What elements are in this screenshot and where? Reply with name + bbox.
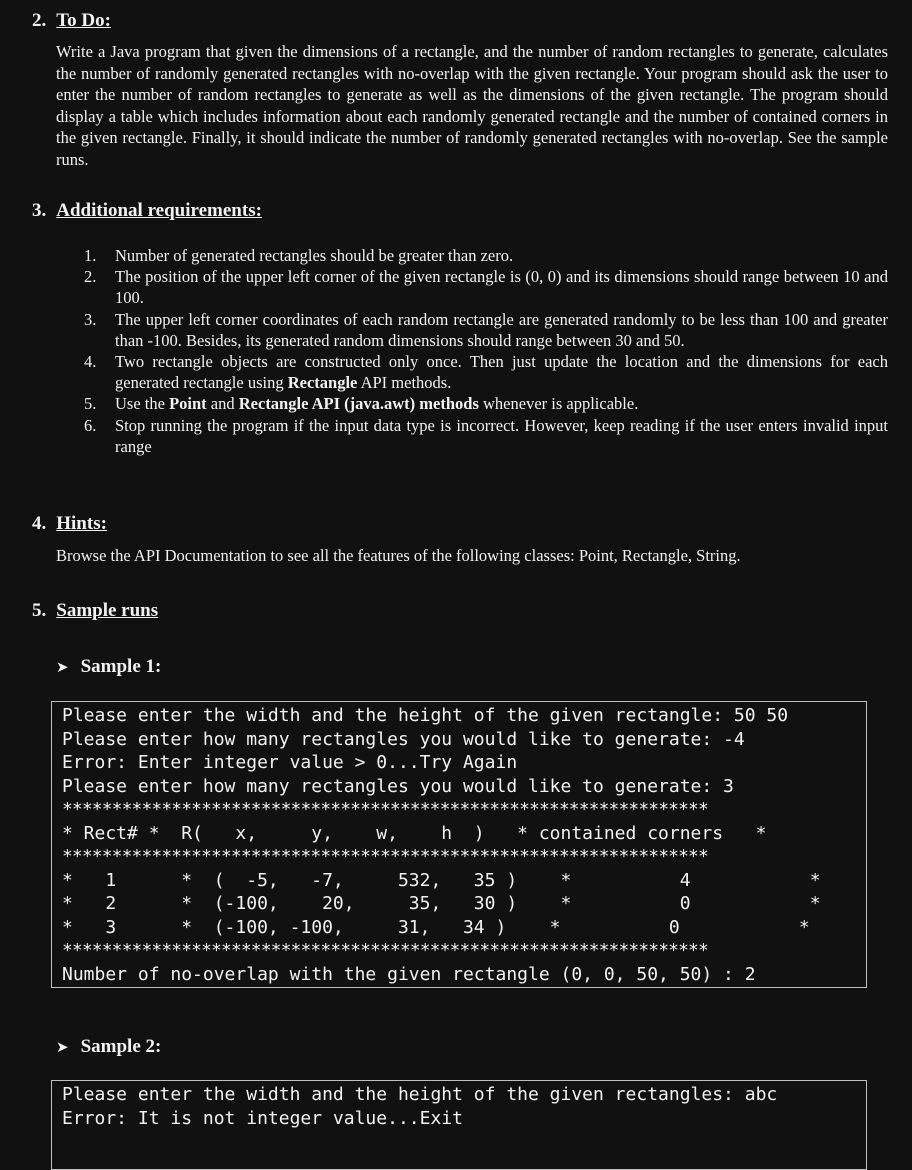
console-line: ***************************************************************** (62, 846, 708, 867)
list-item: 2. The position of the upper left corner of the given rectangle is (0, 0) and its dimensions should range between 10 and 100. (84, 267, 888, 308)
arrowhead-bullet-icon: ➤ (56, 658, 69, 676)
section-title: Hints: (56, 513, 107, 534)
section-hints-heading (32, 513, 107, 535)
hints-paragraph: Browse the API Documentation to see all the features of the following classes: Point, Rectangle, String. (56, 546, 741, 565)
arrowhead-bullet-icon: ➤ (56, 1038, 69, 1056)
section-requirements-heading (32, 200, 262, 222)
section-todo-heading (32, 10, 111, 32)
console-line: ***************************************************************** (62, 940, 708, 961)
console-line: * 2 * (-100, 20, 35, 30 ) * 0 * (62, 893, 821, 914)
section-number: 2. (32, 10, 47, 31)
list-item: 4. Two rectangle objects are constructed only once. Then just update the location and the dimensions for each generated rectangle using Rectangle API methods. (84, 352, 888, 393)
console-line: Number of no-overlap with the given rectangle (0, 0, 50, 50) : 2 (62, 963, 756, 985)
console-line: * 3 * (-100, -100, 31, 34 ) * 0 * (62, 916, 810, 938)
console-line: Error: It is not integer value...Exit (62, 1107, 463, 1129)
console-line: Please enter how many rectangles you would like to generate: 3 (62, 775, 734, 797)
section-title: To Do: (56, 10, 111, 31)
section-title: Additional requirements: (56, 200, 262, 221)
console-line: * 1 * ( -5, -7, 532, 35 ) * 4 * (62, 869, 821, 891)
section-title: Sample runs (56, 600, 159, 621)
sample1-label: ➤ Sample 1: (56, 656, 162, 677)
list-item: 5. Use the Point and Rectangle API (java.awt) methods whenever is applicable. (84, 394, 639, 414)
list-item: 3. The upper left corner coordinates of each random rectangle are generated randomly to be less than 100 and greater than -100. Besides, its generated random dimensions should range between 30 and 50. (84, 309, 888, 350)
console-line: Please enter how many rectangles you would like to generate: -4 (62, 728, 745, 750)
section-number: 3. (32, 200, 47, 221)
list-item: 1. Number of generated rectangles should be greater than zero. (84, 246, 514, 265)
requirements-list (84, 245, 888, 457)
console-line: ***************************************************************** (62, 799, 708, 820)
console-line: * Rect# * R( x, y, w, h ) * contained corners * (62, 822, 767, 844)
console-line: Please enter the width and the height of the given rectangles: abc (62, 1084, 778, 1105)
sample2-label: ➤ Sample 2: (56, 1036, 162, 1057)
sample2-console (51, 1080, 867, 1170)
sample1-console (51, 701, 867, 988)
console-line: Please enter the width and the height of the given rectangle: 50 50 (62, 705, 789, 726)
section-number: 4. (32, 513, 47, 534)
console-line: Error: Enter integer value > 0...Try Again (62, 752, 518, 773)
todo-paragraph: Write a Java program that given the dimensions of a rectangle, and the number of random rectangles to generate, calculates the number of randomly generated rectangles with no-overlap with the given rectangle. Your program should ask the user to enter the number of random rectangles to generate as well as the dimensions of the given rectangle. The program should display a table which includes information about each randomly generated rectangle and the number of contained corners in the given rectangle. Finally, it should indicate the number of randomly generated rectangles with no-overlap. See the sample runs. (56, 42, 888, 169)
section-number: 5. (32, 600, 47, 621)
section-samples-heading (32, 600, 158, 622)
list-item: 6. Stop running the program if the input data type is incorrect. However, keep reading if the user enters invalid input range (84, 415, 888, 456)
